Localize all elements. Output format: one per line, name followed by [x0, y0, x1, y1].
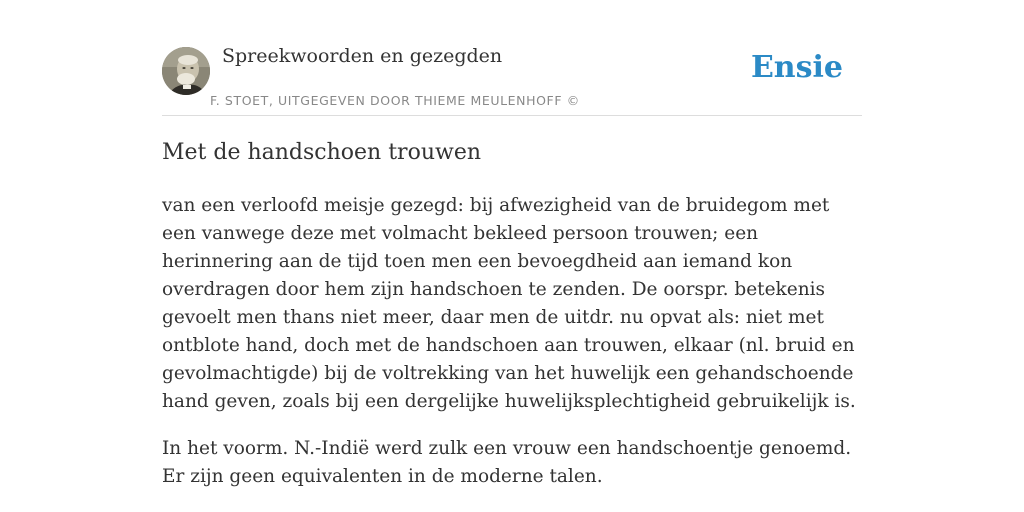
source-credit: F. STOET, UITGEGEVEN DOOR THIEME MEULENHOFF © — [210, 93, 580, 108]
author-portrait-icon — [162, 47, 210, 95]
definition-paragraph: In het voorm. N.-Indië werd zulk een vrouw een handschoentje genoemd. Er zijn geen equivalenten in de moderne talen. — [162, 438, 852, 487]
source-header — [162, 0, 862, 116]
brand-logo[interactable]: Ensie — [750, 50, 843, 85]
source-title[interactable]: Spreekwoorden en gezegden — [222, 45, 503, 67]
entry-title: Met de handschoen trouwen — [162, 140, 482, 165]
entry-card — [162, 0, 862, 487]
definition-paragraph: van een verloofd meisje gezegd: bij afwezigheid van de bruidegom met een vanwege deze met volmacht bekleed persoon trouwen; een herinnering aan de tijd toen men een bevoegdheid aan iemand kon overdragen door hem zijn handschoen te zenden. De oorspr. betekenis gevoelt men thans niet meer, daar men de uitdr. nu opvat als: niet met ontblote hand, doch met de handschoen aan trouwen, elkaar (nl. bruid en gevolmachtigde) bij de voltrekking van het huwelijk een gehandschoende hand geven, zoals bij een dergelijke huwelijksplechtigheid gebruikelijk is. — [162, 195, 856, 412]
entry-definition — [162, 192, 862, 510]
